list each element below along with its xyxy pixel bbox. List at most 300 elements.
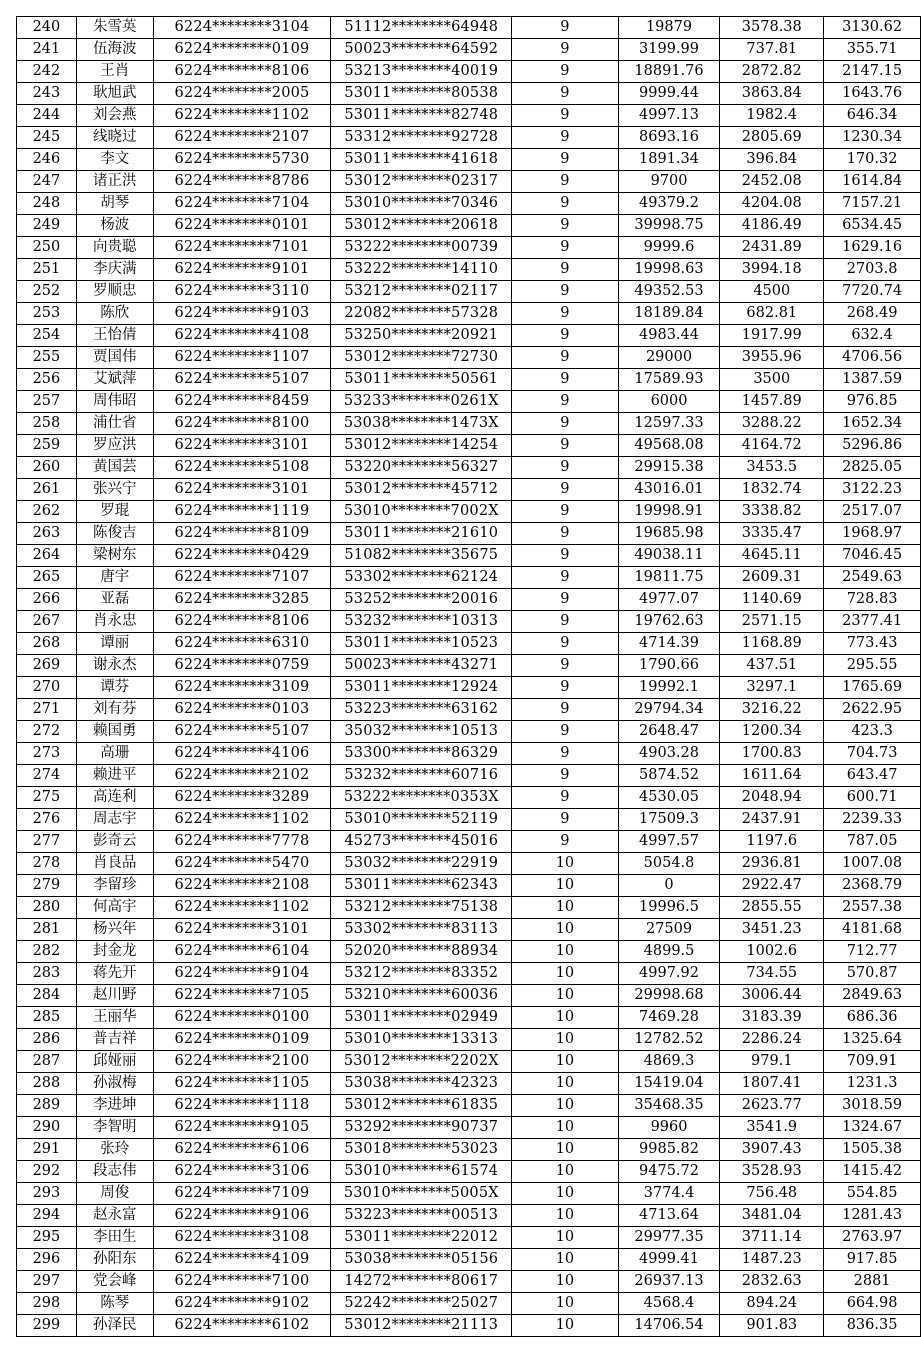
months-cell: 10 xyxy=(512,1139,618,1161)
amount-cell-2: 1832.74 xyxy=(720,479,824,501)
id-number-cell: 53011********80538 xyxy=(331,83,512,105)
bank-card-cell: 6224********7109 xyxy=(153,1183,331,1205)
amount-cell: 19996.5 xyxy=(618,897,720,919)
amount-cell: 49352.53 xyxy=(618,281,720,303)
months-cell: 9 xyxy=(512,457,618,479)
table-row xyxy=(17,1073,921,1095)
row-number: 241 xyxy=(17,39,77,61)
table-row xyxy=(17,193,921,215)
bank-card-cell: 6224********8100 xyxy=(153,413,331,435)
amount-cell-3: 773.43 xyxy=(824,633,921,655)
months-cell: 9 xyxy=(512,435,618,457)
name-cell: 朱雪英 xyxy=(76,17,153,39)
id-number-cell: 53222********14110 xyxy=(331,259,512,281)
amount-cell-2: 894.24 xyxy=(720,1293,824,1315)
months-cell: 9 xyxy=(512,347,618,369)
row-number: 294 xyxy=(17,1205,77,1227)
name-cell: 谢永杰 xyxy=(76,655,153,677)
name-cell: 亚磊 xyxy=(76,589,153,611)
amount-cell-2: 1982.4 xyxy=(720,105,824,127)
row-number: 242 xyxy=(17,61,77,83)
row-number: 248 xyxy=(17,193,77,215)
table-row xyxy=(17,1227,921,1249)
amount-cell: 18189.84 xyxy=(618,303,720,325)
bank-card-cell: 6224********5108 xyxy=(153,457,331,479)
amount-cell-2: 3288.22 xyxy=(720,413,824,435)
amount-cell: 29998.68 xyxy=(618,985,720,1007)
table-row xyxy=(17,919,921,941)
amount-cell: 4713.64 xyxy=(618,1205,720,1227)
bank-card-cell: 6224********7778 xyxy=(153,831,331,853)
row-number: 240 xyxy=(17,17,77,39)
id-number-cell: 53011********50561 xyxy=(331,369,512,391)
id-number-cell: 53012********61835 xyxy=(331,1095,512,1117)
amount-cell-3: 1231.3 xyxy=(824,1073,921,1095)
table-row xyxy=(17,259,921,281)
months-cell: 9 xyxy=(512,39,618,61)
amount-cell: 29915.38 xyxy=(618,457,720,479)
row-number: 263 xyxy=(17,523,77,545)
row-number: 259 xyxy=(17,435,77,457)
amount-cell-3: 1387.59 xyxy=(824,369,921,391)
bank-card-cell: 6224********8109 xyxy=(153,523,331,545)
amount-cell: 4714.39 xyxy=(618,633,720,655)
id-number-cell: 53010********13313 xyxy=(331,1029,512,1051)
amount-cell-2: 2286.24 xyxy=(720,1029,824,1051)
name-cell: 段志伟 xyxy=(76,1161,153,1183)
amount-cell-2: 2832.63 xyxy=(720,1271,824,1293)
table-row xyxy=(17,875,921,897)
bank-card-cell: 6224********0109 xyxy=(153,39,331,61)
amount-cell-3: 7157.21 xyxy=(824,193,921,215)
bank-card-cell: 6224********0759 xyxy=(153,655,331,677)
id-number-cell: 50023********64592 xyxy=(331,39,512,61)
amount-cell-2: 2048.94 xyxy=(720,787,824,809)
amount-cell: 9960 xyxy=(618,1117,720,1139)
amount-cell-3: 1643.76 xyxy=(824,83,921,105)
row-number: 258 xyxy=(17,413,77,435)
months-cell: 9 xyxy=(512,721,618,743)
id-number-cell: 53011********12924 xyxy=(331,677,512,699)
table-row xyxy=(17,1161,921,1183)
months-cell: 9 xyxy=(512,523,618,545)
amount-cell-2: 2872.82 xyxy=(720,61,824,83)
bank-card-cell: 6224********1102 xyxy=(153,105,331,127)
id-number-cell: 53012********20618 xyxy=(331,215,512,237)
amount-cell: 17589.93 xyxy=(618,369,720,391)
id-number-cell: 53312********92728 xyxy=(331,127,512,149)
months-cell: 10 xyxy=(512,1051,618,1073)
table-row xyxy=(17,897,921,919)
amount-cell-3: 7720.74 xyxy=(824,281,921,303)
name-cell: 黄国芸 xyxy=(76,457,153,479)
row-number: 244 xyxy=(17,105,77,127)
name-cell: 封金龙 xyxy=(76,941,153,963)
months-cell: 10 xyxy=(512,853,618,875)
id-number-cell: 45273********45016 xyxy=(331,831,512,853)
table-row xyxy=(17,325,921,347)
amount-cell-2: 437.51 xyxy=(720,655,824,677)
amount-cell-2: 2936.81 xyxy=(720,853,824,875)
months-cell: 9 xyxy=(512,655,618,677)
months-cell: 9 xyxy=(512,105,618,127)
months-cell: 10 xyxy=(512,1271,618,1293)
amount-cell-3: 4181.68 xyxy=(824,919,921,941)
id-number-cell: 53223********63162 xyxy=(331,699,512,721)
bank-card-cell: 6224********7101 xyxy=(153,237,331,259)
amount-cell-3: 1614.84 xyxy=(824,171,921,193)
row-number: 298 xyxy=(17,1293,77,1315)
amount-cell: 9985.82 xyxy=(618,1139,720,1161)
amount-cell-2: 979.1 xyxy=(720,1051,824,1073)
row-number: 283 xyxy=(17,963,77,985)
amount-cell: 2648.47 xyxy=(618,721,720,743)
amount-cell-3: 268.49 xyxy=(824,303,921,325)
id-number-cell: 53012********21113 xyxy=(331,1315,512,1337)
amount-cell: 29000 xyxy=(618,347,720,369)
bank-card-cell: 6224********3101 xyxy=(153,479,331,501)
table-row xyxy=(17,1249,921,1271)
amount-cell: 4899.5 xyxy=(618,941,720,963)
row-number: 281 xyxy=(17,919,77,941)
amount-cell-3: 728.83 xyxy=(824,589,921,611)
months-cell: 9 xyxy=(512,17,618,39)
row-number: 245 xyxy=(17,127,77,149)
months-cell: 10 xyxy=(512,985,618,1007)
table-row xyxy=(17,61,921,83)
id-number-cell: 53302********62124 xyxy=(331,567,512,589)
name-cell: 伍海波 xyxy=(76,39,153,61)
amount-cell-3: 6534.45 xyxy=(824,215,921,237)
months-cell: 9 xyxy=(512,369,618,391)
amount-cell-3: 355.71 xyxy=(824,39,921,61)
amount-cell: 7469.28 xyxy=(618,1007,720,1029)
amount-cell-2: 1457.89 xyxy=(720,391,824,413)
table-row xyxy=(17,347,921,369)
name-cell: 刘会燕 xyxy=(76,105,153,127)
row-number: 272 xyxy=(17,721,77,743)
bank-card-cell: 6224********5470 xyxy=(153,853,331,875)
bank-card-cell: 6224********3101 xyxy=(153,919,331,941)
amount-cell-3: 2703.8 xyxy=(824,259,921,281)
row-number: 261 xyxy=(17,479,77,501)
amount-cell-3: 600.71 xyxy=(824,787,921,809)
amount-cell: 29977.35 xyxy=(618,1227,720,1249)
bank-card-cell: 6224********4108 xyxy=(153,325,331,347)
amount-cell: 39998.75 xyxy=(618,215,720,237)
amount-cell: 26937.13 xyxy=(618,1271,720,1293)
id-number-cell: 51082********35675 xyxy=(331,545,512,567)
id-number-cell: 53233********0261X xyxy=(331,391,512,413)
bank-card-cell: 6224********0109 xyxy=(153,1029,331,1051)
amount-cell-2: 682.81 xyxy=(720,303,824,325)
amount-cell: 5054.8 xyxy=(618,853,720,875)
id-number-cell: 53011********62343 xyxy=(331,875,512,897)
name-cell: 蒋先开 xyxy=(76,963,153,985)
months-cell: 9 xyxy=(512,391,618,413)
name-cell: 张兴宁 xyxy=(76,479,153,501)
table-row xyxy=(17,369,921,391)
row-number: 262 xyxy=(17,501,77,523)
id-number-cell: 53292********90737 xyxy=(331,1117,512,1139)
months-cell: 9 xyxy=(512,567,618,589)
amount-cell-3: 709.91 xyxy=(824,1051,921,1073)
row-number: 280 xyxy=(17,897,77,919)
row-number: 299 xyxy=(17,1315,77,1337)
table-row xyxy=(17,479,921,501)
amount-cell-3: 643.47 xyxy=(824,765,921,787)
row-number: 274 xyxy=(17,765,77,787)
row-number: 255 xyxy=(17,347,77,369)
amount-cell: 4983.44 xyxy=(618,325,720,347)
name-cell: 诸正洪 xyxy=(76,171,153,193)
amount-cell-2: 1168.89 xyxy=(720,633,824,655)
name-cell: 陈琴 xyxy=(76,1293,153,1315)
amount-cell-3: 2368.79 xyxy=(824,875,921,897)
months-cell: 9 xyxy=(512,237,618,259)
amount-cell-2: 734.55 xyxy=(720,963,824,985)
id-number-cell: 53232********60716 xyxy=(331,765,512,787)
bank-card-cell: 6224********2102 xyxy=(153,765,331,787)
amount-cell-2: 2623.77 xyxy=(720,1095,824,1117)
name-cell: 唐宇 xyxy=(76,567,153,589)
bank-card-cell: 6224********6104 xyxy=(153,941,331,963)
id-number-cell: 53212********02117 xyxy=(331,281,512,303)
amount-cell-2: 2922.47 xyxy=(720,875,824,897)
amount-cell-3: 2881 xyxy=(824,1271,921,1293)
name-cell: 罗顺忠 xyxy=(76,281,153,303)
table-row xyxy=(17,1051,921,1073)
months-cell: 9 xyxy=(512,765,618,787)
name-cell: 陈俊吉 xyxy=(76,523,153,545)
amount-cell: 6000 xyxy=(618,391,720,413)
row-number: 254 xyxy=(17,325,77,347)
months-cell: 10 xyxy=(512,941,618,963)
table-row xyxy=(17,39,921,61)
amount-cell-3: 646.34 xyxy=(824,105,921,127)
months-cell: 9 xyxy=(512,127,618,149)
table-row xyxy=(17,1029,921,1051)
name-cell: 孙泽民 xyxy=(76,1315,153,1337)
bank-card-cell: 6224********3289 xyxy=(153,787,331,809)
name-cell: 周俊 xyxy=(76,1183,153,1205)
amount-cell-3: 423.3 xyxy=(824,721,921,743)
table-row xyxy=(17,127,921,149)
bank-card-cell: 6224********1118 xyxy=(153,1095,331,1117)
id-number-cell: 53012********72730 xyxy=(331,347,512,369)
bank-card-cell: 6224********0101 xyxy=(153,215,331,237)
amount-cell: 9999.44 xyxy=(618,83,720,105)
name-cell: 刘有芬 xyxy=(76,699,153,721)
bank-card-cell: 6224********4106 xyxy=(153,743,331,765)
id-number-cell: 52242********25027 xyxy=(331,1293,512,1315)
amount-cell: 12782.52 xyxy=(618,1029,720,1051)
row-number: 287 xyxy=(17,1051,77,1073)
bank-card-cell: 6224********1105 xyxy=(153,1073,331,1095)
row-number: 282 xyxy=(17,941,77,963)
months-cell: 9 xyxy=(512,83,618,105)
table-row xyxy=(17,1007,921,1029)
amount-cell-2: 3451.23 xyxy=(720,919,824,941)
table-row xyxy=(17,721,921,743)
bank-card-cell: 6224********5107 xyxy=(153,721,331,743)
amount-cell-2: 1140.69 xyxy=(720,589,824,611)
bank-card-cell: 6224********3106 xyxy=(153,1161,331,1183)
amount-cell: 5874.52 xyxy=(618,765,720,787)
amount-cell-3: 976.85 xyxy=(824,391,921,413)
name-cell: 赖国勇 xyxy=(76,721,153,743)
id-number-cell: 35032********10513 xyxy=(331,721,512,743)
months-cell: 9 xyxy=(512,303,618,325)
row-number: 265 xyxy=(17,567,77,589)
amount-cell-2: 3863.84 xyxy=(720,83,824,105)
bank-card-cell: 6224********6106 xyxy=(153,1139,331,1161)
table-row xyxy=(17,171,921,193)
months-cell: 10 xyxy=(512,1205,618,1227)
id-number-cell: 53213********40019 xyxy=(331,61,512,83)
row-number: 269 xyxy=(17,655,77,677)
row-number: 285 xyxy=(17,1007,77,1029)
id-number-cell: 14272********80617 xyxy=(331,1271,512,1293)
amount-cell-2: 2855.55 xyxy=(720,897,824,919)
amount-cell: 8693.16 xyxy=(618,127,720,149)
amount-cell-3: 2549.63 xyxy=(824,567,921,589)
amount-cell-2: 2437.91 xyxy=(720,809,824,831)
amount-cell-3: 1230.34 xyxy=(824,127,921,149)
amount-cell-2: 3578.38 xyxy=(720,17,824,39)
bank-card-cell: 6224********0100 xyxy=(153,1007,331,1029)
name-cell: 李进坤 xyxy=(76,1095,153,1117)
bank-card-cell: 6224********1119 xyxy=(153,501,331,523)
months-cell: 9 xyxy=(512,699,618,721)
amount-cell: 0 xyxy=(618,875,720,897)
table-row xyxy=(17,1117,921,1139)
amount-cell-3: 1652.34 xyxy=(824,413,921,435)
name-cell: 李智明 xyxy=(76,1117,153,1139)
months-cell: 9 xyxy=(512,325,618,347)
row-number: 264 xyxy=(17,545,77,567)
amount-cell: 3199.99 xyxy=(618,39,720,61)
bank-card-cell: 6224********3109 xyxy=(153,677,331,699)
table-row xyxy=(17,149,921,171)
bank-card-cell: 6224********8459 xyxy=(153,391,331,413)
table-row xyxy=(17,1205,921,1227)
amount-cell-2: 2431.89 xyxy=(720,237,824,259)
amount-cell-2: 756.48 xyxy=(720,1183,824,1205)
name-cell: 谭丽 xyxy=(76,633,153,655)
table-row xyxy=(17,391,921,413)
amount-cell: 19998.91 xyxy=(618,501,720,523)
amount-cell-3: 2147.15 xyxy=(824,61,921,83)
amount-cell-3: 2517.07 xyxy=(824,501,921,523)
id-number-cell: 53010********7002X xyxy=(331,501,512,523)
table-row xyxy=(17,281,921,303)
table-row xyxy=(17,83,921,105)
amount-cell-3: 2557.38 xyxy=(824,897,921,919)
amount-cell: 19811.75 xyxy=(618,567,720,589)
amount-cell-3: 1505.38 xyxy=(824,1139,921,1161)
bank-card-cell: 6224********9106 xyxy=(153,1205,331,1227)
amount-cell: 19992.1 xyxy=(618,677,720,699)
table-row xyxy=(17,985,921,1007)
row-number: 247 xyxy=(17,171,77,193)
id-number-cell: 52020********88934 xyxy=(331,941,512,963)
row-number: 267 xyxy=(17,611,77,633)
name-cell: 梁树东 xyxy=(76,545,153,567)
row-number: 253 xyxy=(17,303,77,325)
amount-cell-3: 712.77 xyxy=(824,941,921,963)
bank-card-cell: 6224********6310 xyxy=(153,633,331,655)
bank-card-cell: 6224********9103 xyxy=(153,303,331,325)
amount-cell: 4869.3 xyxy=(618,1051,720,1073)
id-number-cell: 53300********86329 xyxy=(331,743,512,765)
amount-cell-2: 1700.83 xyxy=(720,743,824,765)
amount-cell-3: 570.87 xyxy=(824,963,921,985)
amount-cell-2: 1917.99 xyxy=(720,325,824,347)
name-cell: 王丽华 xyxy=(76,1007,153,1029)
bank-card-cell: 6224********2005 xyxy=(153,83,331,105)
id-number-cell: 53011********10523 xyxy=(331,633,512,655)
months-cell: 9 xyxy=(512,831,618,853)
amount-cell-2: 3907.43 xyxy=(720,1139,824,1161)
name-cell: 罗琨 xyxy=(76,501,153,523)
id-number-cell: 53212********75138 xyxy=(331,897,512,919)
amount-cell: 3774.4 xyxy=(618,1183,720,1205)
table-row xyxy=(17,809,921,831)
row-number: 292 xyxy=(17,1161,77,1183)
amount-cell-2: 3711.14 xyxy=(720,1227,824,1249)
bank-card-cell: 6224********7100 xyxy=(153,1271,331,1293)
amount-cell: 12597.33 xyxy=(618,413,720,435)
name-cell: 普吉祥 xyxy=(76,1029,153,1051)
amount-cell-3: 2763.97 xyxy=(824,1227,921,1249)
name-cell: 杨兴年 xyxy=(76,919,153,941)
amount-cell-3: 787.05 xyxy=(824,831,921,853)
bank-card-cell: 6224********9101 xyxy=(153,259,331,281)
table-row xyxy=(17,105,921,127)
row-number: 268 xyxy=(17,633,77,655)
table-row xyxy=(17,567,921,589)
amount-cell-2: 3453.5 xyxy=(720,457,824,479)
amount-cell-3: 2622.95 xyxy=(824,699,921,721)
months-cell: 9 xyxy=(512,215,618,237)
amount-cell: 4903.28 xyxy=(618,743,720,765)
months-cell: 10 xyxy=(512,1029,618,1051)
name-cell: 周伟昭 xyxy=(76,391,153,413)
amount-cell-3: 836.35 xyxy=(824,1315,921,1337)
amount-cell-2: 3500 xyxy=(720,369,824,391)
id-number-cell: 50023********43271 xyxy=(331,655,512,677)
name-cell: 高珊 xyxy=(76,743,153,765)
name-cell: 孙阳东 xyxy=(76,1249,153,1271)
months-cell: 10 xyxy=(512,1117,618,1139)
id-number-cell: 53250********20921 xyxy=(331,325,512,347)
id-number-cell: 53018********53023 xyxy=(331,1139,512,1161)
table-row xyxy=(17,1315,921,1337)
row-number: 284 xyxy=(17,985,77,1007)
id-number-cell: 53011********21610 xyxy=(331,523,512,545)
row-number: 266 xyxy=(17,589,77,611)
name-cell: 线晓过 xyxy=(76,127,153,149)
name-cell: 高连利 xyxy=(76,787,153,809)
amount-cell-3: 1968.97 xyxy=(824,523,921,545)
months-cell: 10 xyxy=(512,1293,618,1315)
amount-cell-3: 1325.64 xyxy=(824,1029,921,1051)
amount-cell: 9999.6 xyxy=(618,237,720,259)
bank-card-cell: 6224********1107 xyxy=(153,347,331,369)
months-cell: 10 xyxy=(512,897,618,919)
table-row xyxy=(17,1293,921,1315)
